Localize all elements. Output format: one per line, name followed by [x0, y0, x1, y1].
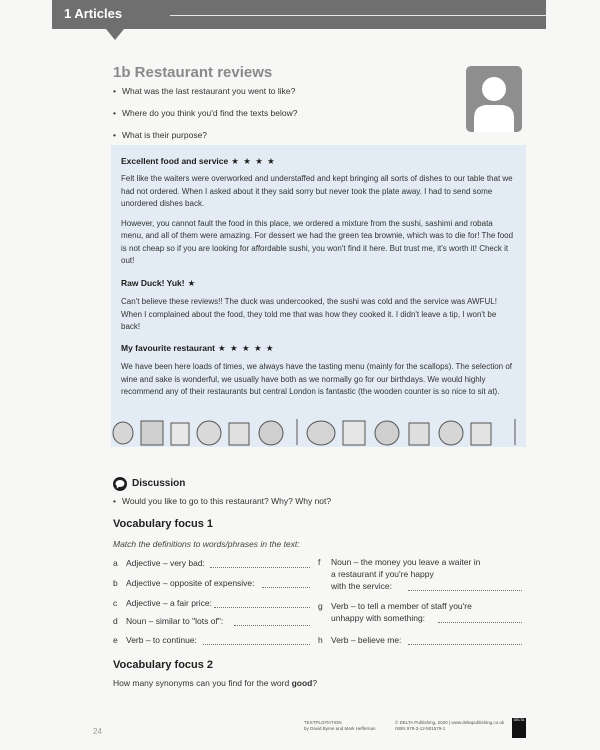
- answer-blank-b[interactable]: [262, 587, 310, 588]
- item-definition: Adjective – opposite of expensive:: [126, 578, 255, 588]
- page-number: 24: [93, 727, 102, 736]
- item-letter: d: [113, 616, 118, 626]
- discussion-title: Discussion: [132, 478, 186, 489]
- vocab-item-h: [318, 634, 401, 646]
- warmup-question: • What is their purpose?: [113, 128, 298, 150]
- question-mark: ?: [312, 678, 318, 688]
- review-paragraph: However, you cannot fault the food in this place, we ordered a mixture from the sushi, sashimi and robata menu, and all of them were amazing. For dessert we had the green tea brownie, which was to die for! The food is not cheap so if you are looking for affordable sushi, you won't find it here. But trust me, it's worth it! Check it out!: [121, 218, 514, 265]
- discussion-question: • Would you like to go to this restaurant? Why? Why not?: [113, 496, 332, 506]
- book-authors: by David Byrne and Mark Heffernan: [304, 726, 376, 731]
- review-heading: [121, 278, 196, 289]
- book-title: TEXTPLOITATION: [304, 720, 342, 725]
- review-heading: [121, 156, 276, 167]
- vocab-item-b: [113, 577, 255, 589]
- review-paragraph: Can't believe these reviews!! The duck was undercooked, the sushi was cold and the service was AWFUL! When I complained about the food, they told me that was how they cooked it. I didn't leave a tip, I won't be back!: [121, 297, 497, 331]
- item-definition: Verb – believe me:: [331, 635, 402, 645]
- question-keyword: good: [291, 678, 313, 688]
- publisher-logo: DELTA: [512, 718, 526, 738]
- copyright-line: © DELTA Publishing, 2020 | www.deltapublishing.co.uk: [395, 720, 505, 725]
- chapter-title: 1 Articles: [64, 6, 123, 21]
- answer-blank-h[interactable]: [408, 644, 522, 645]
- vocab-item-a: [113, 557, 205, 569]
- answer-blank-a[interactable]: [210, 567, 310, 568]
- item-letter: g: [318, 601, 323, 611]
- item-definition: with the service:: [331, 581, 392, 591]
- star-rating: ★ ★ ★ ★: [231, 156, 276, 166]
- vocab-item-c: [113, 597, 212, 609]
- item-letter: a: [113, 558, 118, 568]
- answer-blank-e[interactable]: [203, 644, 310, 645]
- answer-blank-g[interactable]: [438, 622, 522, 623]
- item-definition: Noun – the money you leave a waiter in: [331, 557, 481, 567]
- review-paragraph: Felt like the waiters were overworked and understaffed and kept bringing all sorts of dishes to our table that we had not ordered. When I asked about it they said sorry but never took the plate away. I had to send some unordered dishes back.: [121, 174, 513, 208]
- star-rating: ★: [187, 278, 197, 288]
- footer-publisher-info: [395, 720, 504, 732]
- header-divider: [170, 15, 546, 16]
- vocab-focus-1-title: Vocabulary focus 1: [113, 518, 214, 530]
- review-paragraph: We have been here loads of times, we always have the tasting menu (mainly for the scallops). The selection of wine and sake is wonderful, we usually have both as we normally go for our birthdays. We would highly recommend any of their restaurants but central London is fantastic (the wooden counter is so nice to sit at).: [121, 362, 513, 396]
- warmup-question: • Where do you think you'd find the texts below?: [113, 106, 298, 128]
- review-body: [121, 361, 517, 406]
- discussion-question-text: Would you like to go to this restaurant? Why? Why not?: [121, 496, 332, 506]
- review-body: [121, 296, 517, 341]
- review-title: Excellent food and service: [121, 156, 229, 166]
- vocab-item-e: [113, 634, 197, 646]
- item-letter: c: [113, 598, 118, 608]
- reviews-panel: [111, 145, 526, 447]
- item-definition: a restaurant if you're happy: [331, 569, 434, 579]
- question-text: How many synonyms can you find for the word: [113, 678, 292, 688]
- item-definition: Verb – to continue:: [126, 635, 197, 645]
- star-rating: ★ ★ ★ ★ ★: [218, 343, 275, 353]
- vocab-focus-2-title: Vocabulary focus 2: [113, 659, 214, 671]
- review-heading: [121, 343, 275, 354]
- discussion-icon: [113, 477, 127, 491]
- header-notch: [106, 29, 124, 40]
- item-definition: Adjective – a fair price:: [126, 598, 212, 608]
- item-definition: unhappy with something:: [331, 613, 426, 623]
- item-letter: b: [113, 578, 118, 588]
- item-letter: f: [318, 557, 321, 567]
- item-definition: Adjective – very bad:: [126, 558, 205, 568]
- answer-blank-d[interactable]: [234, 625, 310, 626]
- sushi-plates-illustration: [111, 417, 526, 447]
- footer-book-info: [304, 720, 375, 732]
- review-body: [121, 173, 517, 275]
- answer-blank-c[interactable]: [214, 607, 310, 608]
- item-definition: Noun – similar to "lots of":: [126, 616, 224, 626]
- vocab-item-f: [318, 556, 480, 592]
- section-title: 1b Restaurant reviews: [113, 64, 273, 81]
- item-letter: e: [113, 635, 118, 645]
- warmup-questions: [113, 84, 298, 150]
- item-letter: h: [318, 635, 323, 645]
- vocab-focus-2-question: [113, 678, 317, 688]
- warmup-question: • What was the last restaurant you went to like?: [113, 84, 298, 106]
- review-title: Raw Duck! Yuk!: [121, 278, 185, 288]
- item-definition: Verb – to tell a member of staff you're: [331, 601, 472, 611]
- vocab-item-d: [113, 615, 223, 627]
- avatar-icon: [466, 66, 522, 132]
- vocab-focus-1-instruction: Match the definitions to words/phrases in the text:: [113, 539, 300, 549]
- vocab-item-g: [318, 600, 472, 624]
- isbn-line: ISBN 978-3-12-501579-1: [395, 726, 446, 731]
- answer-blank-f[interactable]: [408, 590, 522, 591]
- review-title: My favourite restaurant: [121, 343, 215, 353]
